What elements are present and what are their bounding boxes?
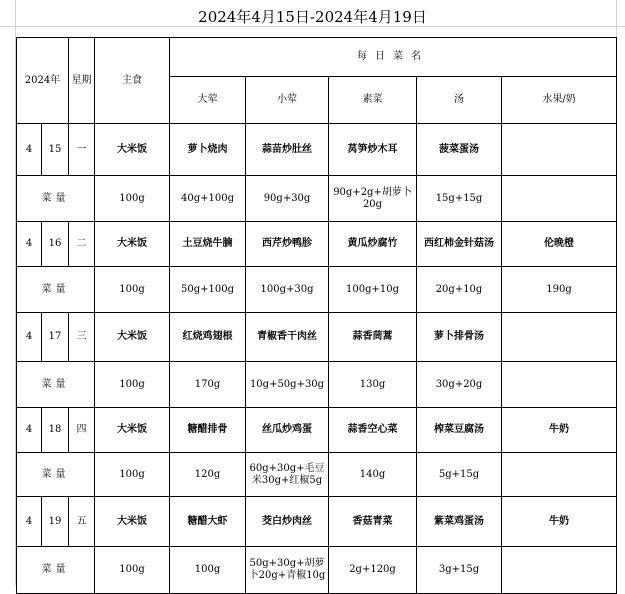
quantity-label: 菜量 [17,362,95,408]
soup-dish-cell: 西红柿金针菇汤 [417,222,502,267]
dish-row [17,313,617,362]
weekday-cell: 三 [69,313,95,362]
meat-header: 大荤 [170,77,246,124]
soup-qty-cell: 3g+15g [417,547,502,594]
year-header: 2024年 [17,38,69,124]
month-cell: 4 [17,313,42,362]
fruit-qty-cell [502,176,617,222]
half-meat-dish-cell: 茭白炒肉丝 [246,497,329,547]
fruit-qty-cell [502,453,617,497]
staple-cell: 大米饭 [95,222,170,267]
weekday-cell: 四 [69,408,95,453]
staple-qty-cell: 100g [95,453,170,497]
meat-qty-cell: 100g [170,547,246,594]
quantity-label: 菜量 [17,267,95,313]
weekday-header: 星期 [69,38,95,124]
quantity-row [17,267,617,313]
fruit-qty-cell [502,547,617,594]
menu-table [16,37,617,594]
staple-cell: 大米饭 [95,124,170,176]
fruit-dish-cell [502,124,617,176]
staple-qty-cell: 100g [95,362,170,408]
fruit-dish-cell [502,313,617,362]
soup-qty-cell: 30g+20g [417,362,502,408]
fruit-milk-header: 水果/奶 [502,77,617,124]
dish-row [17,497,617,547]
weekday-cell: 一 [69,124,95,176]
quantity-row [17,362,617,408]
half-meat-dish-cell: 蒜苗炒肚丝 [246,124,329,176]
quantity-label: 菜量 [17,453,95,497]
quantity-row [17,453,617,497]
month-cell: 4 [17,408,42,453]
fruit-qty-cell: 190g [502,267,617,313]
vegetable-qty-cell: 2g+120g [329,547,417,594]
dish-row [17,222,617,267]
day-cell: 19 [42,497,69,547]
meat-dish-cell: 萝卜烧肉 [170,124,246,176]
vegetable-qty-cell: 140g [329,453,417,497]
vegetable-dish-cell: 蒜香空心菜 [329,408,417,453]
meat-qty-cell: 50g+100g [170,267,246,313]
half-meat-dish-cell: 西芹炒鸭胗 [246,222,329,267]
soup-dish-cell: 萝卜排骨汤 [417,313,502,362]
month-cell: 4 [17,124,42,176]
soup-qty-cell: 15g+15g [417,176,502,222]
vegetable-qty-cell: 100g+10g [329,267,417,313]
meat-qty-cell: 170g [170,362,246,408]
header-row [17,38,617,77]
month-cell: 4 [17,497,42,547]
day-cell: 18 [42,408,69,453]
vegetable-dish-cell: 黄瓜炒腐竹 [329,222,417,267]
vegetable-dish-cell: 蒜香茼蒿 [329,313,417,362]
staple-cell: 大米饭 [95,313,170,362]
dish-row [17,408,617,453]
fruit-dish-cell: 牛奶 [502,497,617,547]
meat-dish-cell: 土豆烧牛腩 [170,222,246,267]
staple-qty-cell: 100g [95,547,170,594]
soup-dish-cell: 菠菜蛋汤 [417,124,502,176]
daily-dishes-header: 每日菜名 [170,38,617,77]
soup-dish-cell: 紫菜鸡蛋汤 [417,497,502,547]
meat-dish-cell: 红烧鸡翅根 [170,313,246,362]
soup-header: 汤 [417,77,502,124]
day-cell: 16 [42,222,69,267]
half-meat-qty-cell: 10g+50g+30g [246,362,329,408]
vegetable-header: 素菜 [329,77,417,124]
half-meat-header: 小荤 [246,77,329,124]
staple-cell: 大米饭 [95,408,170,453]
quantity-row [17,176,617,222]
staple-cell: 大米饭 [95,497,170,547]
meat-dish-cell: 糖醋排骨 [170,408,246,453]
half-meat-qty-cell: 100g+30g [246,267,329,313]
vegetable-dish-cell: 莴笋炒木耳 [329,124,417,176]
fruit-dish-cell: 牛奶 [502,408,617,453]
weekday-cell: 五 [69,497,95,547]
quantity-label: 菜量 [17,547,95,594]
month-cell: 4 [17,222,42,267]
quantity-row [17,547,617,594]
meat-qty-cell: 120g [170,453,246,497]
staple-qty-cell: 100g [95,267,170,313]
half-meat-qty-cell: 90g+30g [246,176,329,222]
half-meat-dish-cell: 青椒香干肉丝 [246,313,329,362]
vegetable-qty-cell: 130g [329,362,417,408]
quantity-label: 菜量 [17,176,95,222]
fruit-dish-cell: 伦晚橙 [502,222,617,267]
soup-qty-cell: 5g+15g [417,453,502,497]
half-meat-qty-cell: 60g+30g+毛豆米30g+红椒5g [246,453,329,497]
day-cell: 17 [42,313,69,362]
fruit-qty-cell [502,362,617,408]
meat-dish-cell: 糖醋大虾 [170,497,246,547]
soup-qty-cell: 20g+10g [417,267,502,313]
vegetable-qty-cell: 90g+2g+胡萝卜20g [329,176,417,222]
weekday-cell: 二 [69,222,95,267]
half-meat-dish-cell: 丝瓜炒鸡蛋 [246,408,329,453]
soup-dish-cell: 榨菜豆腐汤 [417,408,502,453]
meat-qty-cell: 40g+100g [170,176,246,222]
day-cell: 15 [42,124,69,176]
staple-qty-cell: 100g [95,176,170,222]
dish-row [17,124,617,176]
page-title: 2024年4月15日-2024年4月19日 [198,8,427,26]
half-meat-qty-cell: 50g+30g+胡萝卜20g+青椒10g [246,547,329,594]
staple-header: 主食 [95,38,170,124]
vegetable-dish-cell: 香菇青菜 [329,497,417,547]
